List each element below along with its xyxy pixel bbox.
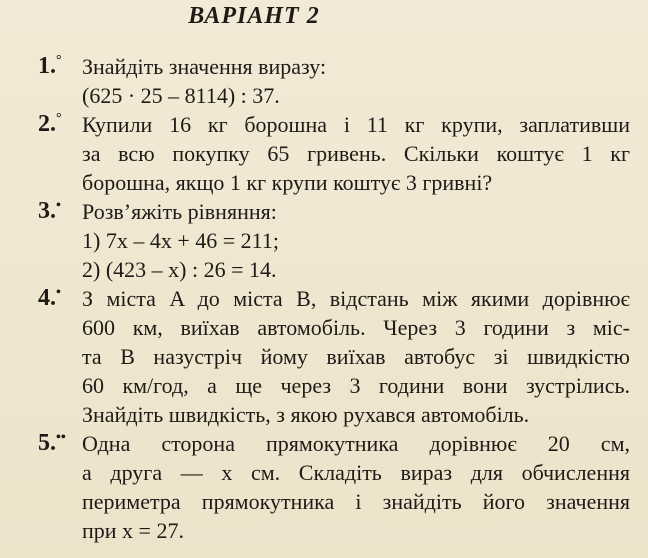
difficulty-mark-icon: ••	[56, 430, 66, 445]
problem-number	[38, 429, 82, 458]
problem-line: за всю покупку 65 гривень. Скільки коштує 1 кг	[82, 141, 630, 166]
problem-number-text: 5.	[38, 430, 56, 456]
problem-1	[38, 52, 630, 110]
problem-line: 600 км, виїхав автомобіль. Через 3 години з міс-	[82, 315, 630, 340]
problem-line: периметра прямокутника і знайдіть його значення	[82, 489, 630, 514]
problem-number	[38, 284, 82, 313]
problem-list	[38, 52, 630, 545]
problem-line: борошна, якщо 1 кг крупи коштує 3 гривні?	[82, 170, 493, 195]
problem-number	[38, 197, 82, 226]
variant-title: ВАРІАНТ 2	[188, 3, 320, 29]
problem-text	[82, 284, 630, 429]
problem-line: З міста A до міста B, відстань між якими дорівнює	[82, 286, 630, 311]
difficulty-mark-icon: °	[56, 53, 62, 68]
difficulty-mark-icon: •	[56, 285, 61, 300]
problem-2	[38, 110, 630, 197]
problem-line: при x = 27.	[82, 518, 184, 543]
problem-line: Розв’яжіть рівняння:	[82, 199, 277, 224]
problem-text	[82, 110, 630, 197]
problem-line: Знайдіть значення виразу:	[82, 54, 327, 79]
problem-line: Одна сторона прямокутника дорівнює 20 см,	[82, 431, 630, 456]
problem-text	[82, 429, 630, 545]
problem-number-text: 1.	[38, 53, 56, 79]
problem-number	[38, 52, 82, 81]
problem-3	[38, 197, 630, 284]
difficulty-mark-icon: °	[56, 111, 62, 126]
problem-line: Купили 16 кг борошна і 11 кг крупи, заплативши	[82, 112, 630, 137]
problem-number-text: 4.	[38, 285, 56, 311]
problem-text	[82, 52, 630, 110]
problem-line: 60 км/год, а ще через 3 години вони зустрілись.	[82, 373, 630, 398]
problem-line: (625 · 25 – 8114) : 37.	[82, 83, 280, 108]
problem-line: а друга — x см. Складіть вираз для обчислення	[82, 460, 630, 485]
equation-line: 2) (423 – x) : 26 = 14.	[82, 257, 277, 282]
problem-4	[38, 284, 630, 429]
problem-5	[38, 429, 630, 545]
problem-line: та B назустріч йому виїхав автобус зі швидкістю	[82, 344, 630, 369]
equation-line: 1) 7x – 4x + 46 = 211;	[82, 228, 279, 253]
problem-number-text: 3.	[38, 198, 56, 224]
problem-number-text: 2.	[38, 111, 56, 137]
problem-number	[38, 110, 82, 139]
problem-text	[82, 197, 630, 284]
problem-line: Знайдіть швидкість, з якою рухався автомобіль.	[82, 402, 530, 427]
difficulty-mark-icon: •	[56, 198, 61, 213]
